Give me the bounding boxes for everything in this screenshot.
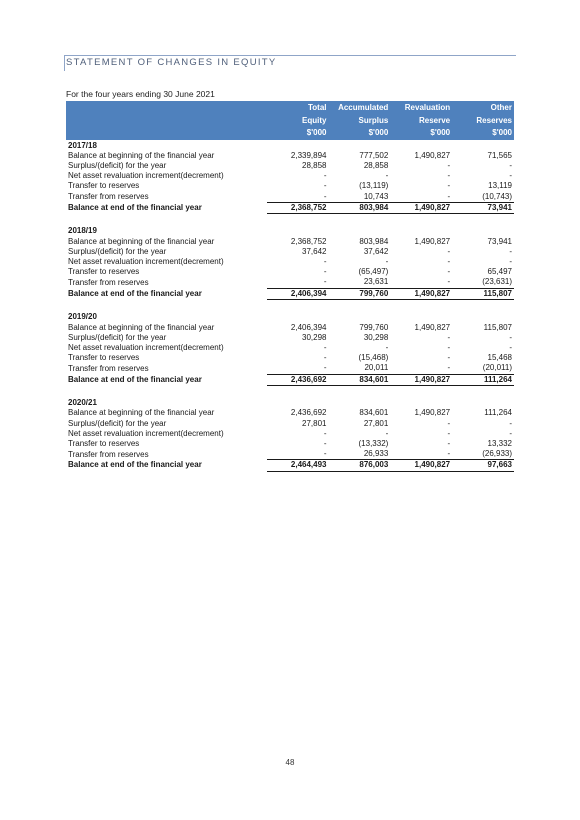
table-row (66, 277, 514, 288)
spacer-cell (66, 299, 267, 311)
spacer-cell (66, 385, 267, 397)
row-value: 799,760 (359, 322, 389, 332)
year-heading-row (66, 225, 514, 236)
col-header: Other (452, 101, 514, 115)
row-value: - (447, 363, 451, 373)
table-row (66, 429, 514, 439)
col-unit: $'000 (267, 127, 329, 140)
row-value: - (509, 342, 512, 352)
year-heading: 2018/19 (68, 226, 97, 236)
row-label: Transfer from reserves (68, 191, 149, 201)
row-value: 10,743 (363, 191, 389, 201)
table-row (66, 161, 514, 171)
table-row (66, 151, 514, 161)
row-value: 13,332 (487, 439, 512, 449)
row-value: - (323, 363, 327, 373)
year-heading: 2017/18 (68, 140, 97, 150)
row-value: 28,858 (363, 160, 389, 170)
page-number: 48 (285, 758, 295, 767)
row-value: 26,933 (363, 449, 389, 459)
equity-table (66, 101, 514, 472)
row-value: 1,490,827 (414, 322, 451, 332)
col-header: Accumulated (329, 101, 391, 115)
table-row (66, 247, 514, 257)
total-value: 799,760 (329, 288, 391, 299)
row-value: (13,332) (358, 439, 389, 449)
total-label: Balance at end of the financial year (68, 374, 202, 384)
row-value: (15,468) (358, 353, 389, 363)
row-value: - (323, 353, 327, 363)
row-value: - (385, 342, 389, 352)
table-row (66, 408, 514, 418)
col-unit: $'000 (390, 127, 452, 140)
row-value: 2,436,692 (290, 408, 327, 418)
row-value: - (323, 449, 327, 459)
row-value: - (323, 267, 327, 277)
row-value: - (509, 246, 512, 256)
total-label: Balance at end of the financial year (68, 202, 202, 212)
row-label: Balance at beginning of the financial year (68, 408, 215, 418)
year-heading: 2019/20 (68, 312, 97, 322)
total-value: 115,807 (452, 288, 514, 299)
table-row (66, 267, 514, 277)
year-heading-row (66, 140, 514, 151)
spacer-cell (66, 213, 267, 225)
row-value: - (447, 160, 451, 170)
row-value: 2,368,752 (290, 236, 327, 246)
row-value: 30,298 (363, 332, 389, 342)
row-value: - (447, 277, 451, 287)
total-value: 97,663 (452, 460, 514, 471)
row-value: - (447, 449, 451, 459)
row-label: Surplus/(deficit) for the year (68, 246, 167, 256)
spacer-row (66, 213, 514, 225)
total-value: 2,368,752 (267, 202, 329, 213)
row-value: - (509, 418, 512, 428)
col-header: Reserves (452, 115, 514, 128)
row-value: - (447, 171, 451, 181)
row-label: Transfer to reserves (68, 353, 140, 363)
row-value: 71,565 (487, 150, 512, 160)
row-value: (23,631) (482, 277, 512, 287)
row-value: - (447, 418, 451, 428)
table-row (66, 333, 514, 343)
row-value: - (385, 171, 389, 181)
table-row (66, 171, 514, 181)
total-value: 803,984 (329, 202, 391, 213)
header-spacer (66, 127, 267, 140)
total-value: 2,436,692 (267, 374, 329, 385)
row-value: - (447, 353, 451, 363)
row-value: - (323, 439, 327, 449)
spacer-row (66, 299, 514, 311)
table-header (66, 101, 514, 140)
row-value: - (447, 191, 451, 201)
row-value: - (323, 171, 327, 181)
row-label: Surplus/(deficit) for the year (68, 418, 167, 428)
row-label: Surplus/(deficit) for the year (68, 160, 167, 170)
total-value: 834,601 (329, 374, 391, 385)
year-heading-row (66, 397, 514, 408)
year-heading: 2020/21 (68, 398, 97, 408)
row-value: 13,119 (488, 181, 512, 191)
row-label: Transfer from reserves (68, 363, 149, 373)
col-header: Reserve (390, 115, 452, 128)
row-value: 115,807 (483, 322, 512, 332)
col-header: Total (267, 101, 329, 115)
row-value: 803,984 (359, 236, 389, 246)
row-value: - (447, 181, 451, 191)
row-value: - (323, 342, 327, 352)
table-row (66, 419, 514, 429)
total-value: 876,003 (329, 460, 391, 471)
total-value: 2,464,493 (267, 460, 329, 471)
row-value: - (323, 257, 327, 267)
row-value: 2,406,394 (290, 322, 327, 332)
row-label: Balance at beginning of the financial year (68, 150, 215, 160)
row-label: Balance at beginning of the financial year (68, 236, 215, 246)
row-label: Transfer to reserves (68, 439, 140, 449)
total-row (66, 374, 514, 385)
title-tick (64, 55, 65, 71)
year-heading-row (66, 311, 514, 322)
col-unit: $'000 (452, 127, 514, 140)
row-value: - (385, 257, 389, 267)
table-row (66, 353, 514, 363)
col-header: Revaluation (390, 101, 452, 115)
row-value: - (447, 332, 451, 342)
row-label: Surplus/(deficit) for the year (68, 332, 167, 342)
row-value: (20,011) (482, 363, 512, 373)
total-row (66, 202, 514, 213)
row-label: Net asset revaluation increment(decrement) (68, 428, 224, 438)
table-row (66, 323, 514, 333)
row-value: 20,011 (364, 363, 389, 373)
row-value: - (447, 246, 451, 256)
row-value: - (323, 428, 327, 438)
table-row (66, 363, 514, 374)
row-value: 1,490,827 (414, 150, 451, 160)
row-value: 28,858 (302, 160, 327, 170)
row-value: 1,490,827 (414, 408, 451, 418)
row-value: 37,642 (363, 246, 389, 256)
header-row-2 (66, 115, 514, 128)
row-value: - (509, 171, 512, 181)
row-label: Balance at beginning of the financial year (68, 322, 215, 332)
total-value: 1,490,827 (390, 288, 452, 299)
row-value: (26,933) (482, 449, 512, 459)
table-row (66, 439, 514, 449)
row-value: 23,631 (363, 277, 389, 287)
row-value: 27,801 (363, 418, 389, 428)
page-subtitle: For the four years ending 30 June 2021 (66, 89, 215, 99)
title-rule (64, 55, 516, 56)
table-row (66, 343, 514, 353)
col-header: Equity (267, 115, 329, 128)
row-label: Transfer from reserves (68, 277, 149, 287)
total-value: 1,490,827 (390, 374, 452, 385)
row-value: - (509, 257, 512, 267)
row-value: - (509, 160, 512, 170)
row-label: Net asset revaluation increment(decrement) (68, 342, 224, 352)
row-value: 15,468 (487, 353, 512, 363)
row-value: - (385, 428, 389, 438)
row-label: Transfer to reserves (68, 267, 140, 277)
row-label: Net asset revaluation increment(decrement) (68, 257, 224, 267)
row-value: - (447, 267, 451, 277)
total-value: 73,941 (452, 202, 514, 213)
row-value: - (509, 332, 512, 342)
page-title: STATEMENT OF CHANGES IN EQUITY (66, 57, 277, 68)
row-value: 834,601 (359, 408, 389, 418)
row-value: 777,502 (359, 150, 389, 160)
row-value: - (447, 439, 451, 449)
row-value: 1,490,827 (414, 236, 451, 246)
row-label: Transfer to reserves (68, 181, 140, 191)
total-value: 1,490,827 (390, 202, 452, 213)
header-spacer (66, 101, 267, 115)
row-value: 2,339,894 (290, 150, 327, 160)
row-value: - (323, 191, 327, 201)
total-label: Balance at end of the financial year (68, 460, 202, 470)
row-value: 30,298 (302, 332, 327, 342)
header-row-3 (66, 127, 514, 140)
row-value: - (447, 428, 451, 438)
row-label: Transfer from reserves (68, 449, 149, 459)
table-row (66, 257, 514, 267)
row-value: - (509, 428, 512, 438)
header-spacer (66, 115, 267, 128)
row-value: 73,941 (487, 236, 512, 246)
table-row (66, 237, 514, 247)
total-value: 1,490,827 (390, 460, 452, 471)
col-header: Surplus (329, 115, 391, 128)
row-value: 37,642 (302, 246, 327, 256)
row-value: 27,801 (302, 418, 327, 428)
total-row (66, 460, 514, 471)
spacer-row (66, 385, 514, 397)
col-unit: $'000 (329, 127, 391, 140)
row-value: (13,119) (359, 181, 389, 191)
table-row (66, 192, 514, 203)
total-value: 2,406,394 (267, 288, 329, 299)
row-label: Net asset revaluation increment(decrement) (68, 171, 224, 181)
row-value: (10,743) (482, 191, 512, 201)
row-value: (65,497) (358, 267, 389, 277)
row-value: 111,264 (484, 408, 512, 418)
row-value: - (447, 342, 451, 352)
total-value: 111,264 (452, 374, 514, 385)
row-value: - (323, 277, 327, 287)
table-row (66, 449, 514, 460)
table-body (66, 140, 514, 472)
row-value: - (323, 181, 327, 191)
header-row-1 (66, 101, 514, 115)
total-row (66, 288, 514, 299)
row-value: - (447, 257, 451, 267)
table-row (66, 181, 514, 191)
row-value: 65,497 (487, 267, 512, 277)
total-label: Balance at end of the financial year (68, 288, 202, 298)
